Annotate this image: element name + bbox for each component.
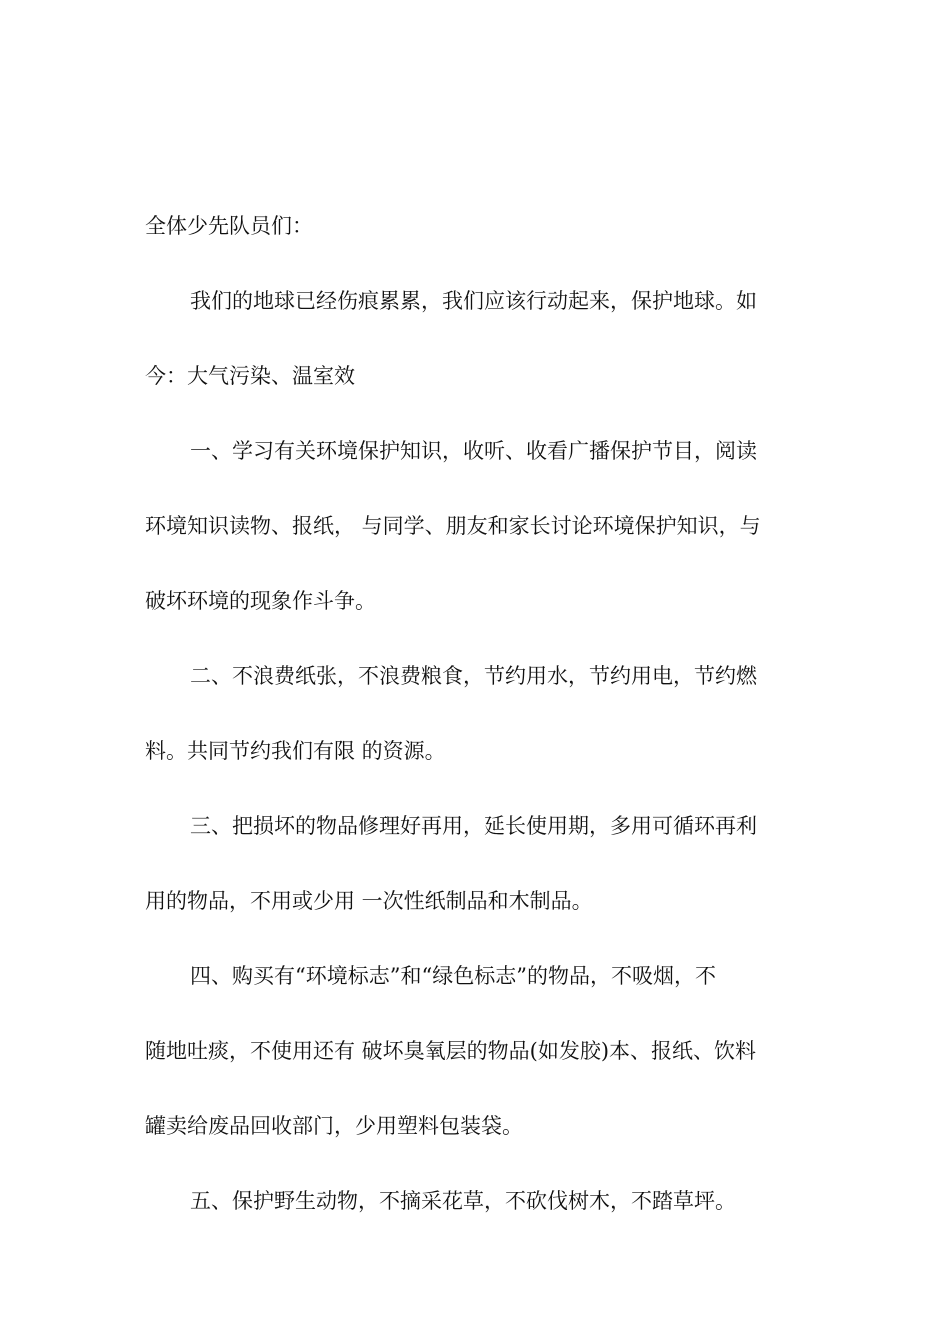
document-body [145,206,805,1256]
text-line: 环境知识读物、报纸， 与同学、朋友和家长讨论环境保护知识，与 [145,514,761,538]
text-line: 今：大气污染、温室效 [145,364,355,388]
text-line: 二、不浪费纸张，不浪费粮食，节约用水，节约用电，节约燃 [190,664,757,688]
text-line: 五、保护野生动物，不摘采花草，不砍伐树木，不踏草坪。 [190,1189,736,1213]
text-line: 四、购买有“环境标志”和“绿色标志”的物品，不吸烟，不 [190,964,716,988]
text-line: 一、学习有关环境保护知识，收听、收看广播保护节目，阅读 [190,439,757,463]
text-line: 料。共同节约我们有限 的资源。 [145,739,446,763]
text-line: 三、把损坏的物品修理好再用，延长使用期，多用可循环再利 [190,814,757,838]
salutation: 全体少先队员们： [145,214,313,238]
text-line: 用的物品，不用或少用 一次性纸制品和木制品。 [145,889,593,913]
text-line: 随地吐痰，不使用还有 破坏臭氧层的物品(如发胶)本、报纸、饮料 [145,1039,757,1063]
text-line: 我们的地球已经伤痕累累，我们应该行动起来，保护地球。如 [190,289,757,313]
text-line: 罐卖给废品回收部门，少用塑料包装袋。 [145,1114,523,1138]
text-line: 破坏环境的现象作斗争。 [145,589,376,613]
